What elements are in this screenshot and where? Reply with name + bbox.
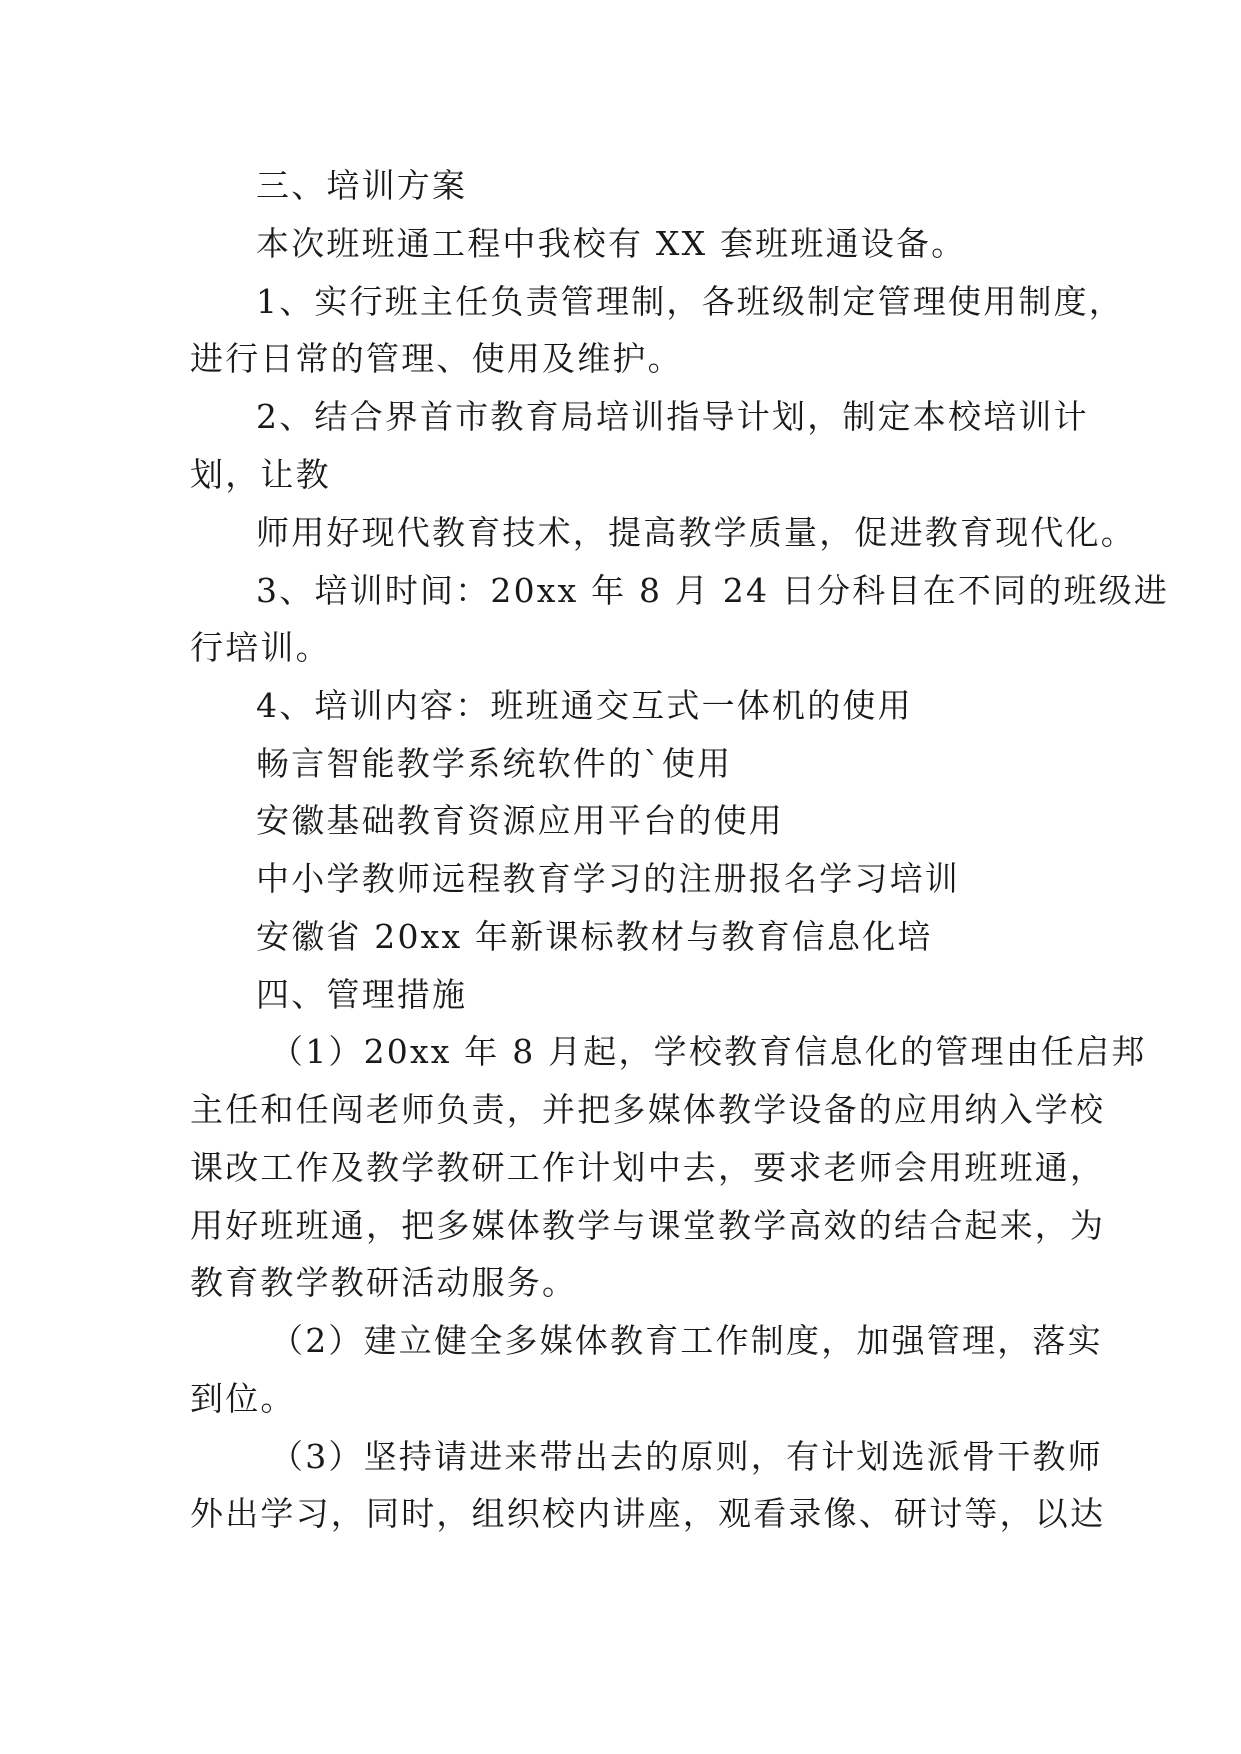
paragraph-line: 到位。 bbox=[190, 1379, 296, 1418]
paragraph-line: 教育教学教研活动服务。 bbox=[190, 1263, 578, 1302]
paragraph-line: 课改工作及教学教研工作计划中去，要求老师会用班班通， bbox=[190, 1148, 1106, 1187]
paragraph-line: 本次班班通工程中我校有 XX 套班班通设备。 bbox=[256, 224, 967, 263]
section-heading-training-plan: 三、培训方案 bbox=[256, 166, 468, 205]
paragraph-line: 畅言智能教学系统软件的`使用 bbox=[256, 744, 733, 783]
paragraph-line: 行培训。 bbox=[190, 628, 331, 667]
paragraph-line: 2、结合界首市教育局培训指导计划，制定本校培训计 bbox=[256, 397, 1089, 436]
paragraph-line: 划，让教 bbox=[190, 455, 331, 494]
paragraph-line: 外出学习，同时，组织校内讲座，观看录像、研讨等，以达 bbox=[190, 1494, 1106, 1533]
paragraph-line: （1）20xx 年 8 月起，学校教育信息化的管理由任启邦 bbox=[270, 1032, 1147, 1071]
paragraph-line: 中小学教师远程教育学习的注册报名学习培训 bbox=[256, 859, 960, 898]
paragraph-line: 安徽省 20xx 年新课标教材与教育信息化培 bbox=[256, 917, 933, 956]
section-heading-management: 四、管理措施 bbox=[256, 975, 468, 1014]
paragraph-line: 师用好现代教育技术，提高教学质量，促进教育现代化。 bbox=[256, 513, 1136, 552]
paragraph-line: 用好班班通，把多媒体教学与课堂教学高效的结合起来，为 bbox=[190, 1206, 1106, 1245]
paragraph-line: 4、培训内容：班班通交互式一体机的使用 bbox=[256, 686, 913, 725]
paragraph-line: 进行日常的管理、使用及维护。 bbox=[190, 339, 683, 378]
paragraph-line: （3）坚持请进来带出去的原则，有计划选派骨干教师 bbox=[270, 1437, 1103, 1476]
paragraph-line: 主任和任闯老师负责，并把多媒体教学设备的应用纳入学校 bbox=[190, 1090, 1106, 1129]
paragraph-line: （2）建立健全多媒体教育工作制度，加强管理，落实 bbox=[270, 1321, 1103, 1360]
paragraph-line: 1、实行班主任负责管理制，各班级制定管理使用制度， bbox=[256, 282, 1124, 321]
paragraph-line: 3、培训时间：20xx 年 8 月 24 日分科目在不同的班级进 bbox=[256, 571, 1170, 610]
paragraph-line: 安徽基础教育资源应用平台的使用 bbox=[256, 801, 784, 840]
